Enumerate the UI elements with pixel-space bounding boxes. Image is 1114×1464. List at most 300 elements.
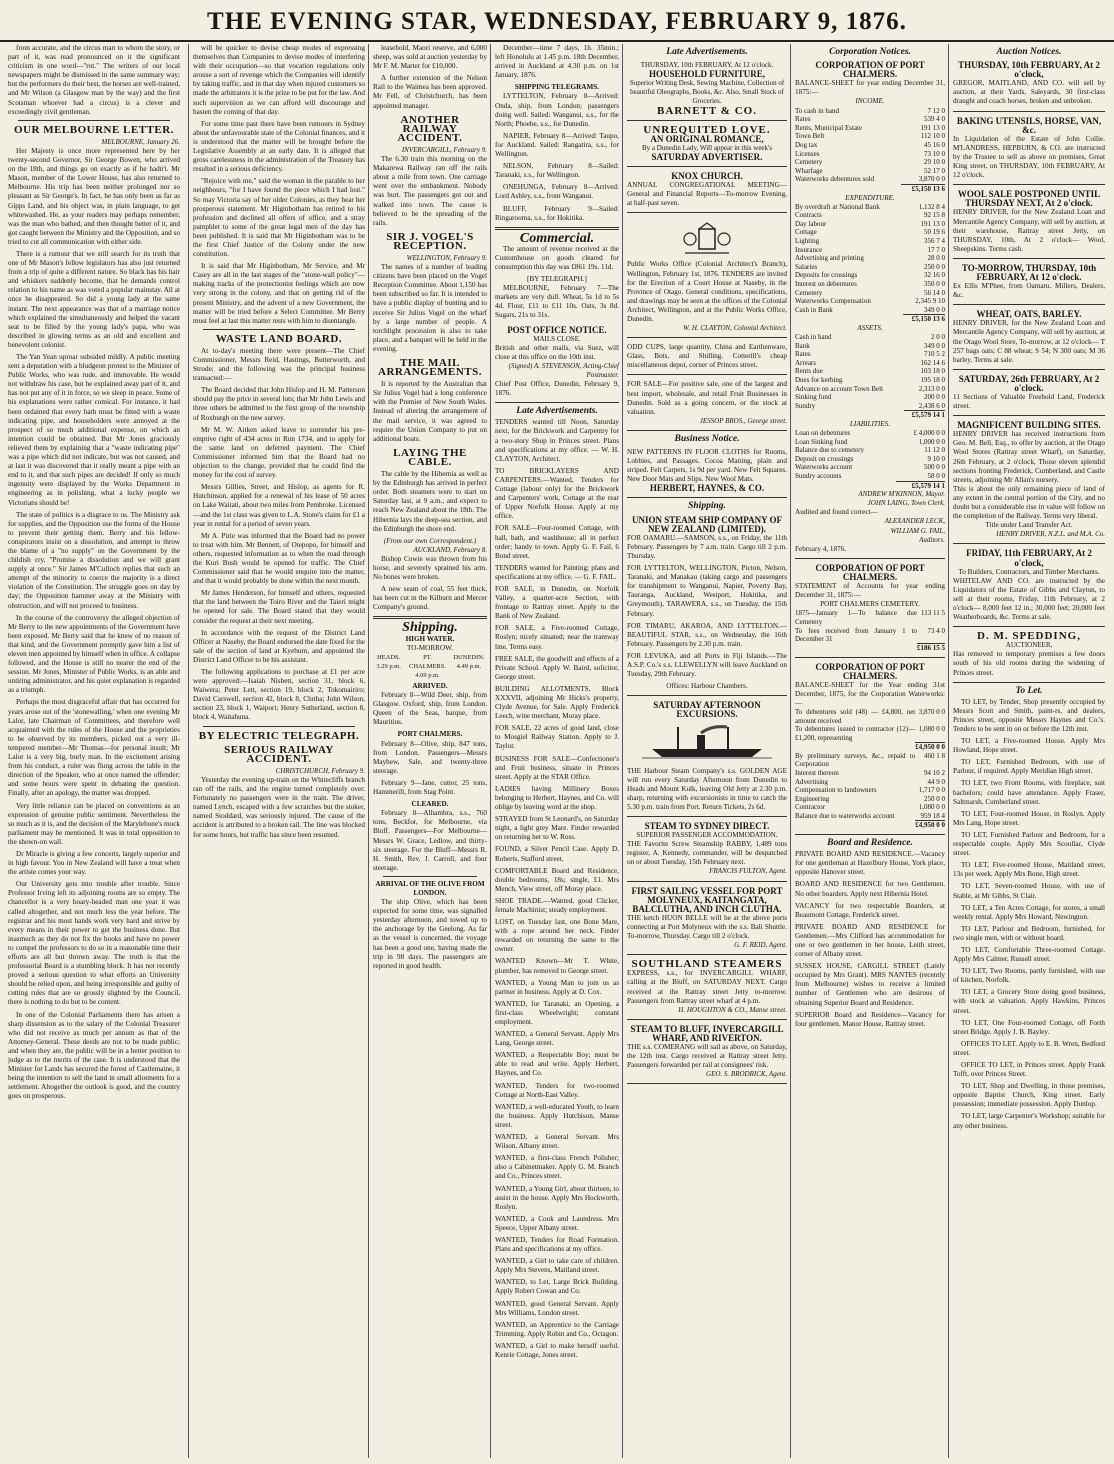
advertisement — [627, 378, 787, 430]
article-paragraph: leasehold, Maori reserve, and 6,000 sheep, was sold at auction yesterday by Mr F. M. Marter for £10,000. — [373, 44, 487, 71]
row-amount: 56 14 0 — [924, 288, 945, 297]
row-amount: 539 4 0 — [924, 115, 945, 124]
row-label: Advertising and printing — [795, 254, 864, 263]
classified-ad: WANTED, Tenders for two-roomed Cottage at North-East Valley. — [495, 1081, 619, 1099]
row-amount: 50 19 6 — [924, 228, 945, 237]
row-amount: 1,080 0 0 — [918, 803, 945, 812]
notice-heading: CORPORATION OF PORT CHALMERS. — [815, 661, 925, 681]
article-paragraph: Yesterday the evening up-train on the Whitecliffs branch ran off the rails, and the engine turned completely over. Fortunately no passengers were in the train. The driver, named Lynch, escaped with a few scratches but the stoker, named Stoddard, was seriously injured. The cause of the accident is attributed to a broken rail. The line was blocked for some hours, but traffic has since been resumed. — [193, 775, 365, 839]
ad-body: FOR LYTTELTON, WELLINGTON, Picton, Nelson, Taranaki, and Manakau (taking cargo and passengers for transhipment to Wanganui, Napier, Poverty Bay, Tauranga, Auckland, Westport, Hokitika, and Greymouth), TARAWERA, s.s., on Tuesday, the 15th February. — [627, 564, 787, 618]
table-row — [795, 472, 945, 481]
to-let-item: OFFICE TO LET, in Princes street. Apply Frank Tofft, over Princes Street. — [953, 1061, 1105, 1079]
table-row — [795, 708, 945, 725]
table-row — [795, 246, 945, 255]
board-ad: PRIVATE BOARD AND RESIDENCE for Gentlemen.—Mrs Clifford has accommodation for one or two gentlemen in her house, Leith street, corner of Albany street. — [795, 922, 945, 959]
cemetery-table — [795, 609, 945, 652]
row-amount: 103 18 0 — [920, 367, 945, 376]
notice-date: Chief Post Office, Dunedin, February 9, 1876. — [495, 380, 619, 398]
article-paragraph: The amount of revenue received at the Customhouse on goods cleared for consumption this day was £861 19s. 11d. — [495, 244, 619, 271]
newspaper-title: THE EVENING STAR, WEDNESDAY, FEBRUARY 9, 1876. — [207, 8, 907, 35]
table-row — [795, 350, 945, 359]
auction-signature: HENRY DRIVER, N.Z.L. and M.A. Co. — [996, 530, 1105, 539]
to-let-item: TO LET, a Five-roomed House. Apply Mrs Howland, Hope street. — [953, 737, 1105, 755]
row-label: Advertising — [795, 777, 829, 786]
article-heading: SERIOUS RAILWAY ACCIDENT. — [224, 743, 334, 765]
auction-notice — [953, 59, 1105, 111]
column-7 — [948, 44, 1109, 1458]
to-let-item: TO LET, a Grocery Store doing good business, with stock at valuation. Apply Hawkins, Princes street. — [953, 988, 1105, 1015]
high-water-heading: HIGH WATER. — [405, 634, 455, 643]
row-label: Bank — [795, 341, 810, 350]
table-caption: LIABILITIES. — [849, 419, 891, 428]
row-amount: 3,870 0 0 — [918, 175, 945, 184]
advertisement — [627, 699, 787, 817]
classified-ad: WANTED, a Respectable Boy; must be able to read and write. Apply Herbert, Haynes, and Co. — [495, 1051, 619, 1078]
notice-signature: (Signed) A. STEVENSON, Acting-Chief Postmaster. — [508, 361, 619, 379]
auditor: ALEXANDER LECK, — [884, 517, 945, 526]
row-amount: 1,000 0 0 — [918, 437, 945, 446]
column-4 — [490, 44, 623, 1458]
to-let-item: TO LET, large Carpenter's Workshop; suitable for any other business. — [953, 1112, 1105, 1130]
notice-title: BALANCE-SHEET for year ending December 31, 1875:— — [795, 79, 945, 97]
row-amount: 349 0 0 — [924, 341, 945, 350]
row-amount: £ 4,000 0 0 — [913, 429, 945, 438]
table-caption: ASSETS. — [857, 323, 883, 332]
row-label: Wharfage — [795, 166, 823, 175]
row-label: Loan on debentures — [795, 429, 851, 438]
table-row — [795, 280, 945, 289]
column-3 — [368, 44, 491, 1458]
table-row — [795, 333, 945, 342]
row-amount: 32 16 0 — [924, 271, 945, 280]
article-paragraph: For some time past there have been rumours in Sydney about the unfavourable state of the Colonial finances, and it is understood that the matter will be brought before the Legislative Assembly at an early date. It is alleged that gross carelessness in the administration of the Treasury has resulted in a serious deficiency. — [193, 119, 365, 174]
row-label: Deposits for crossings — [795, 271, 858, 280]
auction-body: HENRY DRIVER, for the New Zealand Loan and Mercantile Agency Company, will sell by auction, at their warehouse, Rattray street Jetty, on THURSDAY, 10th, At 2 o'clock— Wool, Sheepskins. Terms cash. — [953, 208, 1105, 253]
ad-body: THE Harbour Steam Company's s.s. GOLDEN AGE will run every Saturday Afternoon from Dunedin to Heads and Mount Kulk, leaving Old Jetty at 2.30 p.m. sharp, returning with excursionists in time to catch the 5.30 p.m. train from Port. Return Tickets, 2s 6d. — [627, 766, 787, 811]
ad-body: Public Works Office (Colonial Architect's Branch), Wellington, February 1st, 1876. TENDERS are invited for the Erection of a Court House at Naseby, in the Province of Otago. General conditions, specifications, and drawings may be seen at the offices of the Colonial Architect, Wellington, and at the Public Works Office, Dunedin. — [627, 260, 787, 323]
divider — [203, 726, 355, 727]
row-amount: 7 12 0 — [927, 106, 945, 115]
table-row — [795, 132, 945, 141]
article-paragraph: Bishop Cowie was thrown from his horse, and severely sprained his arm. No bones were broken. — [373, 554, 487, 582]
classified-ad: WANTED, an Apprentice to the Carriage Trimming. Apply Robin and Co., Octagon. — [495, 1320, 619, 1338]
classified-ad: WANTED, a Girl to take care of children. Apply Mrs Stevens, Maitland street. — [495, 1257, 619, 1275]
to-let-item: TO LET, Parlour and Bedroom, furnished, for two single men, with or without board. — [953, 924, 1105, 942]
auctioneer-name: D. M. SPEDDING, — [977, 630, 1081, 643]
to-let-item: TO LET, a Ten Acres Cottage, for stores, a small weekly rental. Apply Mrs Howard, Newington. — [953, 903, 1105, 921]
ad-signature: JESSOP BROS., George street. — [699, 416, 787, 425]
table-row — [795, 342, 945, 351]
auction-subheading: To Builders, Contractors, and Timber Merchants. — [958, 567, 1100, 576]
row-amount: 500 0 0 — [924, 463, 945, 472]
row-amount: 73 4 0 — [927, 626, 945, 635]
total-label — [795, 315, 903, 324]
auction-notice — [953, 115, 1105, 186]
total-row — [795, 644, 945, 653]
row-label: Loan Sinking fund — [795, 437, 848, 446]
row-label: Dog tax — [795, 140, 818, 149]
total-amount: £5,579 14 1 — [896, 481, 945, 490]
liabilities-table — [795, 429, 945, 490]
total-label — [795, 481, 896, 490]
article-paragraph: There is a rumour that we still search for its truth that one of Mr Mason's fellow legislators has also just returned from a trip of quite a different nature. So black has his hair and whiskers suddenly become, that he demands control relation to his name as was voted a popular mainstay. All at once he disappeared. So did a young lady at the same instant. The next appearance was that of a marriage notice which explained the simultaneously and helped the vacant seat to be filled by the young lady's papa, who was described in glowing terms as an old and excellent and benevolent colonist. — [8, 249, 180, 349]
auditor: WILLIAM G. FAIL, — [890, 526, 945, 535]
high-water-table — [373, 653, 487, 680]
article-paragraph: The Board decided that John Hislop and H. M. Patterson should pay the price in several lots; that Mr John Lewis and three others be admitted to the first group of the township of Roxburgh on the new survey. — [193, 386, 365, 422]
classified-list — [495, 418, 619, 1360]
waterworks-receipts-table — [795, 708, 945, 751]
notice-body: British and other mails, via Suez, will close at this office on the 10th inst. — [495, 343, 619, 361]
classified-ad: WANTED, for Taranaki, an Opening, a first-class Wheelwright; constant employment. — [495, 999, 619, 1026]
auction-body: In Liquidation of the Estate of John Collie. M'LANDRESS, HEPBURN, & CO. are instructed by the Trustee to sell as above on premises, Great King street, on THURSDAY, 10th FEBRUARY, At 12 o'clock. — [953, 134, 1105, 180]
article-paragraph: In one of the Colonial Parliaments there has arisen a sharp dissension as to the salary of the Colonial Treasurer who did not receive as much per annum as that of the Attorney-General. These deeds are not to be made public; and when they are, the public will be in a better position to judge as to the merits of the case. It is understood that the Minister for Lands has secured the forest of Castlemaine, it being the intention to sell the land in small allotments for a settlement. Altogether the outlook is good, and the country goes on prosperous. — [8, 1010, 180, 1101]
row-amount: 52 17 0 — [924, 166, 945, 175]
classified-ad: LOST, on Tuesday last, one Bone Mare, with a rope around her neck. Finder rewarded on returning the same to the owner. — [495, 918, 619, 954]
classified-ad: WANTED, a first-class French Polisher; also a Cabinetmaker. Apply G. M. Branch and Co., Princes street. — [495, 1154, 619, 1181]
section-heading: Corporation Notices. — [829, 47, 911, 57]
advertisement — [627, 341, 787, 375]
row-label: Balance due to waterworks account — [795, 811, 895, 820]
table-row — [795, 402, 945, 411]
row-label: To fees received from January 1 to December 31 — [795, 626, 917, 644]
row-amount: 2,345 9 10 — [915, 297, 945, 306]
column-1 — [8, 44, 184, 1458]
classified-ad: WANTED, a General Servant. Mrs Wilson, Albany street. — [495, 1133, 619, 1151]
high-water-cell: DUNEDIN. 4.49 p.m. — [453, 653, 485, 670]
advertisement — [627, 124, 787, 167]
auction-heading: BAKING UTENSILS, HORSE, VAN, &c. — [956, 115, 1102, 135]
classified-ad: WANTED, a Young Girl, about thirteen, to assist in the house. Apply Mrs Hockworth, Roslyn. — [495, 1184, 619, 1211]
divider — [373, 616, 487, 619]
article-paragraph: At to-day's meeting there were present—The Chief Commissioner, Messrs Reid, Hastings, Butterworth, and Strode; and the following was the principal business transacted:— — [193, 346, 365, 383]
row-amount: 58 0 0 — [927, 472, 945, 480]
row-label: Rents due — [795, 367, 823, 376]
auction-heading: TO-MORROW, THURSDAY, 10th FEBRUARY, At 12 o'clock. — [961, 262, 1097, 282]
article-heading: SHIPPING TELEGRAMS. — [514, 83, 600, 92]
row-label: Waterworks account — [795, 463, 853, 472]
section-heading: Shipping. — [688, 501, 726, 512]
to-let-item: TO LET, Shop and Dwelling, in those premises, opposite Baptist Church, King street. Early possession; immediate possession. Apply Dunlop. — [953, 1082, 1105, 1109]
expenditure-table — [795, 203, 945, 324]
article-paragraph: MELBOURNE, February 7—The markets are very dull. Wheat, 5s 1d to 5s 4d. Flour, £11 to £11 10s. Oats, 3s 8d. Sugars, 21s to 31s. — [495, 284, 619, 320]
row-amount: 349 0 0 — [924, 305, 945, 314]
row-label: Arrears — [795, 358, 816, 367]
ad-body: THE ketch HUON BELLE will be at the above ports connecting at Port Molyneux with the s.s. Bali Shuttle. To-morrow, Thursday. Cargo till 2 o'clock. — [627, 913, 787, 941]
correspondent-note: (From our own Correspondent.) — [383, 536, 477, 545]
dateline: INVERCARGILL, February 9. — [401, 145, 487, 154]
total-amount: £4,950 0 0 — [915, 821, 945, 830]
audit-note: Audited and found correct— — [795, 508, 878, 517]
auction-notice — [953, 547, 1105, 627]
classified-ad: WANTED, good General Servant. Apply Mrs Williams, London street. — [495, 1299, 619, 1317]
table-row — [795, 271, 945, 280]
article-paragraph: December—time 7 days, 1h. 35min.; left Honolulu at 1.45 p.m. 18th December, arrived in Auckland at 4.30 p.m. on 1st January, 1876. — [495, 44, 619, 80]
article-paragraph: In the course of the controversy the alleged objection of Mr Berry to the new appointments of the Government have been exposed. Mr Berry said that he knew of no reason of that kind, and the Government promptly gave him a list of eleven men appointed by himself when in office. A collapse followed, and the House is still no nearer the end of the session. Mr Jones, Minister of Public Works, is an able and untiring administrator, and his quiet explanation is regarded as a triumph. — [8, 613, 180, 695]
ad-subtitle: AN ORIGINAL ROMANCE, — [650, 133, 764, 144]
auctioneer-body: Has removed to temporary premises a few doors south of his old rooms during the widening of Princes street. — [953, 650, 1105, 677]
row-label: Sundry — [795, 401, 816, 410]
row-amount: 45 16 0 — [924, 140, 945, 149]
classified-ad: FOR SALE, 22 acres of good land, close to Mosgiel Railway Station. Apply to J. Taylor. — [495, 724, 619, 751]
row-label: To debentures issued to contractor (12)—£1,200, representing — [795, 725, 916, 743]
auction-heading: MAGNIFICENT BUILDING SITES. — [957, 420, 1101, 431]
article-paragraph: A new seam of coal, 55 feet thick, has been cut in the Kilburn and Mercer Company's ground. — [373, 585, 487, 612]
total-row — [795, 184, 945, 193]
notice-subheading: MAILS CLOSE. — [533, 334, 581, 343]
table-row — [795, 455, 945, 464]
total-amount: £186 15 5 — [917, 644, 945, 653]
auction-body: WHITELAW AND CO. are instructed by the Liquidators of the Estate of Gibbs and Clayton, to sell at their rooms, Friday, 11th February, at 2 o'clock— 8,000 feet 12 in.; 30,000 feet; 20,000 feet Weatherboards, &c. Terms at sale. — [953, 576, 1105, 622]
to-let-item: TO LET, two Front Rooms, with fireplace, suit bachelors; could have attendance. Apply Fraser, Saltmarsh, Cumberland street. — [953, 779, 1105, 806]
table-row — [795, 306, 945, 315]
row-label: 1875—January 1—To balance due Cemetery — [795, 609, 917, 626]
to-let-item: TO LET, Seven-roomed House, with use of Stable, at Mr Gibbs, St Clair. — [953, 882, 1105, 900]
row-label: Sundry accounts — [795, 472, 842, 480]
advertisement — [627, 820, 787, 882]
ad-office: Offices: Harbour Chambers. — [666, 682, 748, 691]
classified-ad: WANTED, a Cook and Laundress. Mrs Speece, Upper Albany street. — [495, 1214, 619, 1232]
row-amount: 112 10 0 — [920, 132, 945, 141]
section-heading: Late Advertisements. — [666, 47, 748, 57]
ad-title: SOUTHLAND STEAMERS — [631, 958, 783, 971]
table-row — [795, 297, 945, 306]
ad-body: EXPRESS, s.s., for INVERCARGILL WHARF, calling at the Bluff, on SATURDAY NEXT. Cargo received at the Rattray street Jetty to-morrow. Passengers from Rattray street wharf at 4 p.m. — [627, 969, 787, 1005]
royal-crest-icon — [681, 221, 733, 257]
row-amount: 29 10 0 — [924, 158, 945, 167]
table-row — [795, 795, 945, 804]
row-amount: 162 14 6 — [920, 358, 945, 367]
row-amount: 9 10 0 — [927, 454, 945, 463]
shipping-entry: February 8—Olive, ship, 847 tons, from London. Passengers—Messrs Mayhew, Sale, and twenty-three steerage. — [373, 739, 487, 775]
auction-body: This is about the only remaining piece of land of any extent in the central portion of the City, and no doubt but a considerable rise in value will follow on the completion of the Railway. Terms very liberal. — [953, 484, 1105, 521]
auction-notice — [953, 308, 1105, 370]
row-label: To cash in hand — [795, 106, 840, 115]
table-row — [795, 141, 945, 150]
ad-title: STEAM TO BLUFF, INVERCARGILL WHARF, AND RIVERTON. — [630, 1023, 784, 1043]
waterworks-expenditure-table — [795, 752, 945, 830]
high-water-sub: TO-MORROW. — [406, 643, 454, 652]
auction-body: HENRY DRIVER, for the New Zealand Loan and Mercantile Agency Company, will sell by auction, at the Otago Wool Store, To-morrow, at 12 o'clock— T 257 bags oats; C 88 wheat; S 54; N 300 oats; M 36 barley. Terms at sale. — [953, 319, 1105, 364]
to-let-item: TO LET, Furnished Parlour and Bedroom, for a respectable couple. Apply Mrs Scoullar, Clyde street. — [953, 830, 1105, 858]
article-paragraph: from accurate, and the circus man to whom the story, or part of it, was read pronounced on it the significant criticism in one word—"rot." The writers of our local newspapers might be dismissed in the same summary way; but the performers do their best, the horses are well-trained, and Mr Wilson (a Glasgow man by the way) and the first Scotsman whoever had a circus) is a clever and exceedingly civil gentleman. — [8, 44, 180, 116]
row-label: Town Belt — [795, 132, 825, 141]
auctioneer-notice — [953, 630, 1105, 682]
table-row — [795, 211, 945, 220]
shipping-entry: BLUFF, February 9—Sailed: Ringarooma, s.s., for Hokitika. — [495, 204, 619, 222]
row-label: Rents, Municipal Estate — [795, 123, 863, 132]
article-paragraph: Her Majesty is once more represented here by her twenty-second Governor, Sir George Bowen, who arrived on the 18th, and things go on exactly as if he hadn't. Mr Mason, member of the Lower House, has also returned to Melbourne. His trip has been neither prolonged nor so pleasant as Sir George's. In fact, he has only been as far as Gipps Land, and his object was, in plain language, to get whitewashed. He, as your readers may perhaps remember, was the man who bathed, and then thought better of it, and got caught between the Ministry and the Opposition, and so tried to cut all communication with either side. — [8, 146, 180, 246]
row-label: Insurance — [795, 245, 823, 254]
notice-heading: POST OFFICE NOTICE. — [507, 324, 607, 335]
board-ad: PRIVATE BOARD AND RESIDENCE.—Vacancy for one gentleman at Hazelbury House, York place, opposite Hanover street. — [795, 850, 945, 877]
auction-heading: SATURDAY, 26th FEBRUARY, At 2 o'clock. — [958, 373, 1100, 393]
ad-title: SATURDAY AFTERNOON EXCURSIONS. — [653, 700, 761, 720]
row-label: Rates — [795, 115, 811, 124]
notice-title: BALANCE-SHEET for the Year ending 31st December, 1875, for the Corporation Waterworks:— — [795, 680, 945, 708]
row-label: Compensation to landowners — [795, 786, 877, 795]
advertisement — [627, 958, 787, 1020]
row-amount: 1,080 0 0 — [918, 725, 945, 734]
to-let-item: TO LET, Comfortable Three-roomed Cottage. Apply Mrs Calmer, Russell street. — [953, 945, 1105, 964]
column-6 — [790, 44, 949, 1458]
classified-ad: WANTED, a Young Man to join us as partner in business. Apply at D. Cox. — [495, 978, 619, 996]
ad-body: FOR TIMARU, AKAROA, AND LYTTELTON.—BEAUTIFUL STAR, s.s., on Wednesday, the 16th February. Passengers by 2.30 p.m. train. — [627, 621, 787, 648]
total-amount: £5,150 13 6 — [901, 184, 945, 193]
table-row — [795, 463, 945, 472]
article-heading: WASTE LAND BOARD. — [215, 332, 343, 345]
table-row — [795, 385, 945, 394]
ad-title: HOUSEHOLD FURNITURE, — [648, 69, 765, 80]
corporation-notice — [795, 59, 945, 559]
dateline: MELBOURNE, January 26. — [101, 137, 180, 146]
article-paragraph: "Rejoice with me," said the woman in the parable to her neighbours, "for I have found the piece which I had lost." So may Victoria say of her older Colonies, as they hear her prosperous statement. Mr Higinbotham has retired to his profession and declined all offers of office, and a stray pamphlet to some of the great legal men of the day has been published. It is said that Mr Higinbotham was to be the first Chief Justice of the Colony under the new constitution. — [193, 177, 365, 259]
row-label: To debentures sold (48) — £4,800, net amount received — [795, 708, 916, 725]
section-heading: Shipping. — [402, 620, 458, 636]
total-row — [795, 315, 945, 324]
ad-body: Superior Writing Desk, Sewing Machine, Collection of beautiful Oleographs, Books, &c. Also, Small Stock of Groceries. — [629, 79, 785, 106]
auction-body: Ex Ellis M'Phee, from Oamaru. Millers, Dealers, &c. — [953, 282, 1105, 300]
row-amount: 113 11 5 — [921, 609, 945, 618]
advertisement — [627, 170, 787, 213]
auction-heading: FRIDAY, 11th FEBRUARY, At 2 o'clock, — [966, 548, 1092, 568]
table-caption: INCOME. — [855, 97, 885, 106]
row-label: Rates — [795, 350, 811, 359]
row-amount: 94 10 2 — [924, 768, 945, 777]
classified-ad: WANTED, Tenders for Road Formation. Plans and specifications at my office. — [495, 1235, 619, 1254]
row-label: By preliminary surveys, &c., repaid to Corporation — [795, 751, 916, 769]
article-paragraph: The ship Olive, which has been expected for some time, was signalled yesterday afternoon, and towed up to the anchorage by the Geelong. As far as the vessel is concerned, the voyage has been a good one, having made the trip in 98 days. The passengers are reported in good health. — [373, 898, 487, 970]
row-label: Lighting — [795, 236, 820, 245]
classified-ad: TENDERS wanted for Painting; plans and specifications at my office. — G. F. FAIL. — [495, 563, 619, 581]
row-amount: 73 10 0 — [924, 149, 945, 158]
row-amount: 250 0 0 — [924, 262, 945, 271]
table-row — [795, 158, 945, 167]
ad-date: THURSDAY, 10th FEBRUARY, At 12 o'clock. — [640, 61, 774, 70]
classified-ad: COMFORTABLE Board and Residence, double bedrooms, 18s; single, £1. Mrs Mench, View street, off Moray place. — [495, 866, 619, 893]
total-label — [795, 821, 915, 830]
row-label: Waterworks debentures sold — [795, 175, 875, 184]
row-label: Contracts — [795, 211, 822, 220]
shipping-entry: NAPIER, February 8—Arrived: Taupo, for Auckland. Sailed: Rangatira, s.s., for Wellington. — [495, 131, 619, 159]
row-amount: 2 0 0 — [931, 333, 945, 341]
article-heading: OUR MELBOURNE LETTER. — [14, 123, 174, 136]
total-label — [795, 411, 904, 420]
corporation-notice — [795, 661, 945, 835]
ad-signature: G. F. REID, Agent. — [734, 941, 787, 950]
row-amount: 350 0 0 — [924, 279, 945, 288]
row-amount: 1,717 0 0 — [918, 786, 945, 795]
row-amount: 356 7 4 — [924, 236, 945, 245]
section-heading: Business Notice. — [674, 433, 740, 444]
article-paragraph: In accordance with the request of the District Land Officer at Naseby, the Board endorsed the date fixed for the sale of the section of land at Kyeburn, and appointed the District Land Officer to be his assistant. — [193, 628, 365, 664]
table-row — [795, 115, 945, 124]
notice-heading: CORPORATION OF PORT CHALMERS. — [815, 60, 925, 80]
article-paragraph: Very little reliance can be placed on conventions as an expression of genuine public sentiment. Nevertheless the so much as it is, and the decision of the Marylebone's mock parliament may be mentioned. It was in total opposition to the shown-on wall. — [8, 801, 180, 846]
classified-ad: FREE SALE, the goodwill and effects of a Private School. Apply W. Baird, solicitor, George street. — [495, 654, 619, 681]
ad-body: By a Dunedin Lady, Will appear in this week's — [641, 143, 773, 152]
article-heading: LAYING THE CABLE. — [393, 446, 467, 468]
auction-body: 11 Sections of Valuable Freehold Land, Frederick street. — [953, 393, 1105, 411]
ad-body: ANNUAL CONGREGATIONAL MEETING—General and Financial Reports—To-morrow Evening, at half-past seven. — [627, 181, 787, 208]
board-list — [795, 850, 945, 1029]
row-amount: 959 18 4 — [920, 811, 945, 820]
steamship-icon — [627, 721, 787, 761]
classified-ad: TO BRICKLAYERS AND CARPENTERS.—Wanted, Tenders for Cottage (labour only) for the Brickwork and Carpenters' work, Cottage at the rear of Upper Norfolk House. Apply at my office. — [495, 466, 619, 521]
article-heading: ARRIVAL OF THE OLIVE FROM LONDON. — [375, 879, 485, 897]
classified-ad: LADIES having Millinery Boxes belonging to Herbert, Haynes, and Co. will oblige by leaving word at the shop. — [495, 784, 619, 812]
board-ad: BOARD AND RESIDENCE for two Gentlemen. No other boarders. Apply next Hibernia Hotel. — [795, 880, 945, 898]
classified-ad: WANTED Known—Mr T. White, plumber, has removed to George street. — [495, 957, 619, 975]
article-paragraph: Messrs Gillies, Street, and Hislop, as agents for R. Hutchinson, applied for a renewal of his lease of 50 acres on Lake Waitati, about two miles from Pembroke. Licensed—and the 1st class was given to L.A. Stone's claim for £1 a year in rental for a period of seven years. — [193, 483, 365, 528]
row-label: Balance due to cemetery — [795, 446, 864, 455]
assets-table — [795, 333, 945, 420]
high-water-cell: PT. CHALMERS. 4.09 p.m. — [408, 653, 447, 679]
ad-signature: GEO. S. BRODRICK, Agent. — [706, 1070, 787, 1079]
auction-heading: THURSDAY, 10th FEBRUARY, At 2 o'clock, — [958, 60, 1100, 80]
corporation-notice — [795, 562, 945, 658]
dateline: WELLINGTON, February 9. — [406, 253, 487, 262]
table-row — [795, 376, 945, 385]
auction-notice — [953, 262, 1105, 305]
board-ad: SUPERIOR Board and Residence—Vacancy for four gentlemen. Manor House, Rattray street. — [795, 1010, 945, 1028]
table-row — [795, 786, 945, 795]
row-amount: 191 13 0 — [920, 219, 945, 228]
section-heading: Late Advertisements. — [516, 406, 598, 417]
table-row — [795, 367, 945, 376]
notice-date: February 4, 1876. — [795, 544, 847, 553]
auctioneer-title: AUCTIONEER, — [1005, 641, 1053, 650]
row-label: Deposit on crossings — [795, 454, 854, 463]
to-let-item: TO LET, Five-roomed House, Maitland street, 13s per week. Apply Mrs Bone, High street. — [953, 861, 1105, 879]
column-5 — [622, 44, 791, 1458]
classified-ad: TENDERS wanted till Noon, Saturday next, for the Brickwork and Carpentry for a two-story Shop in Princes street. Plans and specifications at my office. — W. H. CLAYTON, Architect. — [495, 418, 619, 463]
shipping-entry: February 9—Jane, cutter, 25 tons, Hammerill, from Stag Point. — [373, 778, 487, 797]
table-row — [795, 752, 945, 769]
high-water-cell: HEADS. 3.29 p.m. — [376, 653, 401, 670]
to-let-item: TO LET, One Four-roomed Cottage, off Forth street Bridge. Apply J. B. Bayley. — [953, 1018, 1105, 1036]
table-row — [795, 107, 945, 116]
advertisement — [627, 514, 787, 697]
ad-title: STEAM TO SYDNEY DIRECT. — [644, 821, 770, 831]
classified-ad: WANTED, a Girl to make herself useful. Kenrie Cottage, Jones street. — [495, 1341, 619, 1359]
ad-title: FIRST SAILING VESSEL FOR PORT MOLYNEUX, KAITANGATA, BALCLUTHA, AND INCH CLUTHA. — [631, 885, 783, 914]
to-let-item: TO LET, Four-roomed House, in Roslyn. Apply Mrs Lang, Hope street. — [953, 809, 1105, 827]
auction-title-note: Title under Land Transfer Act. — [985, 521, 1073, 530]
to-let-item: OFFICES TO LET. Apply to E. B. Wren, Bedford street. — [953, 1039, 1105, 1057]
section-heading: Board and Residence. — [827, 838, 913, 849]
post-office-notice — [495, 324, 619, 404]
auction-notice — [953, 419, 1105, 544]
telegraph-note: [BY TELEGRAPH.] — [527, 275, 587, 284]
table-row — [795, 175, 945, 184]
shipping-entry: NELSON, February 8—Sailed: Taranaki, s.s., for Wellington. — [495, 162, 619, 180]
table-row — [795, 725, 945, 742]
classified-ad: BUSINESS FOR SALE—Confectioner's and Fruit business, situate in Princes street. Apply at the STAR Office. — [495, 754, 619, 781]
board-ad: VACANCY for two respectable Boarders, at Beaumont Cottage, Frederick street. — [795, 901, 945, 919]
row-amount: 92 15 8 — [924, 211, 945, 220]
total-row — [795, 481, 945, 490]
classified-ad: BUILDING ALLOTMENTS, Block XXXVII, adjoining Mr Hicks's property, Clyde Avenue, for Sale. Apply Frederick Leech, wine merchant, Moray place. — [495, 684, 619, 721]
article-paragraph: The names of a number of leading citizens have been placed on the Vogel Reception Committee. About 1,150 has been subscribed so far. It is intended to have a public display of bunting and to receive Sir Julius Vogel on the wharf by a large number of people. A torchlight procession is also to take place, and a banquet will be held in the evening. — [373, 263, 487, 353]
table-row — [795, 220, 945, 229]
divider — [495, 227, 619, 230]
advertisement — [627, 59, 787, 121]
table-row — [795, 167, 945, 176]
classified-ad: WANTED, a well-educated Youth, to learn the business. Apply Hutchison, Manse street. — [495, 1102, 619, 1129]
article-paragraph: Mr A. Pirie was informed that the Board had no power to treat with him. Mr Bennett, of Otepopo, for himself and others, requested information as to when the road through the Kuri Bush would be opened for traffic. The Chief Commissioner said that he would enquire into the matter, and that it would probably be done within the next month. — [193, 531, 365, 586]
auction-body: GREGOR, MAITLAND, AND CO. will sell by auction, at their Yards, Saleyards, 30 first-class draught and coach horses, broken and unbroken. — [953, 79, 1105, 106]
shipping-entry: February 8—Alhambra, s.s., 760 tons, Beckfor, for Melbourne, via Bluff. Passengers—For Melbourne—Messrs W. Grace, Ledlow, and thirty-six steerage. For the Bluff—Messrs R. H. Smith, Rev. J. Carroll, and four steerage. — [373, 809, 487, 872]
